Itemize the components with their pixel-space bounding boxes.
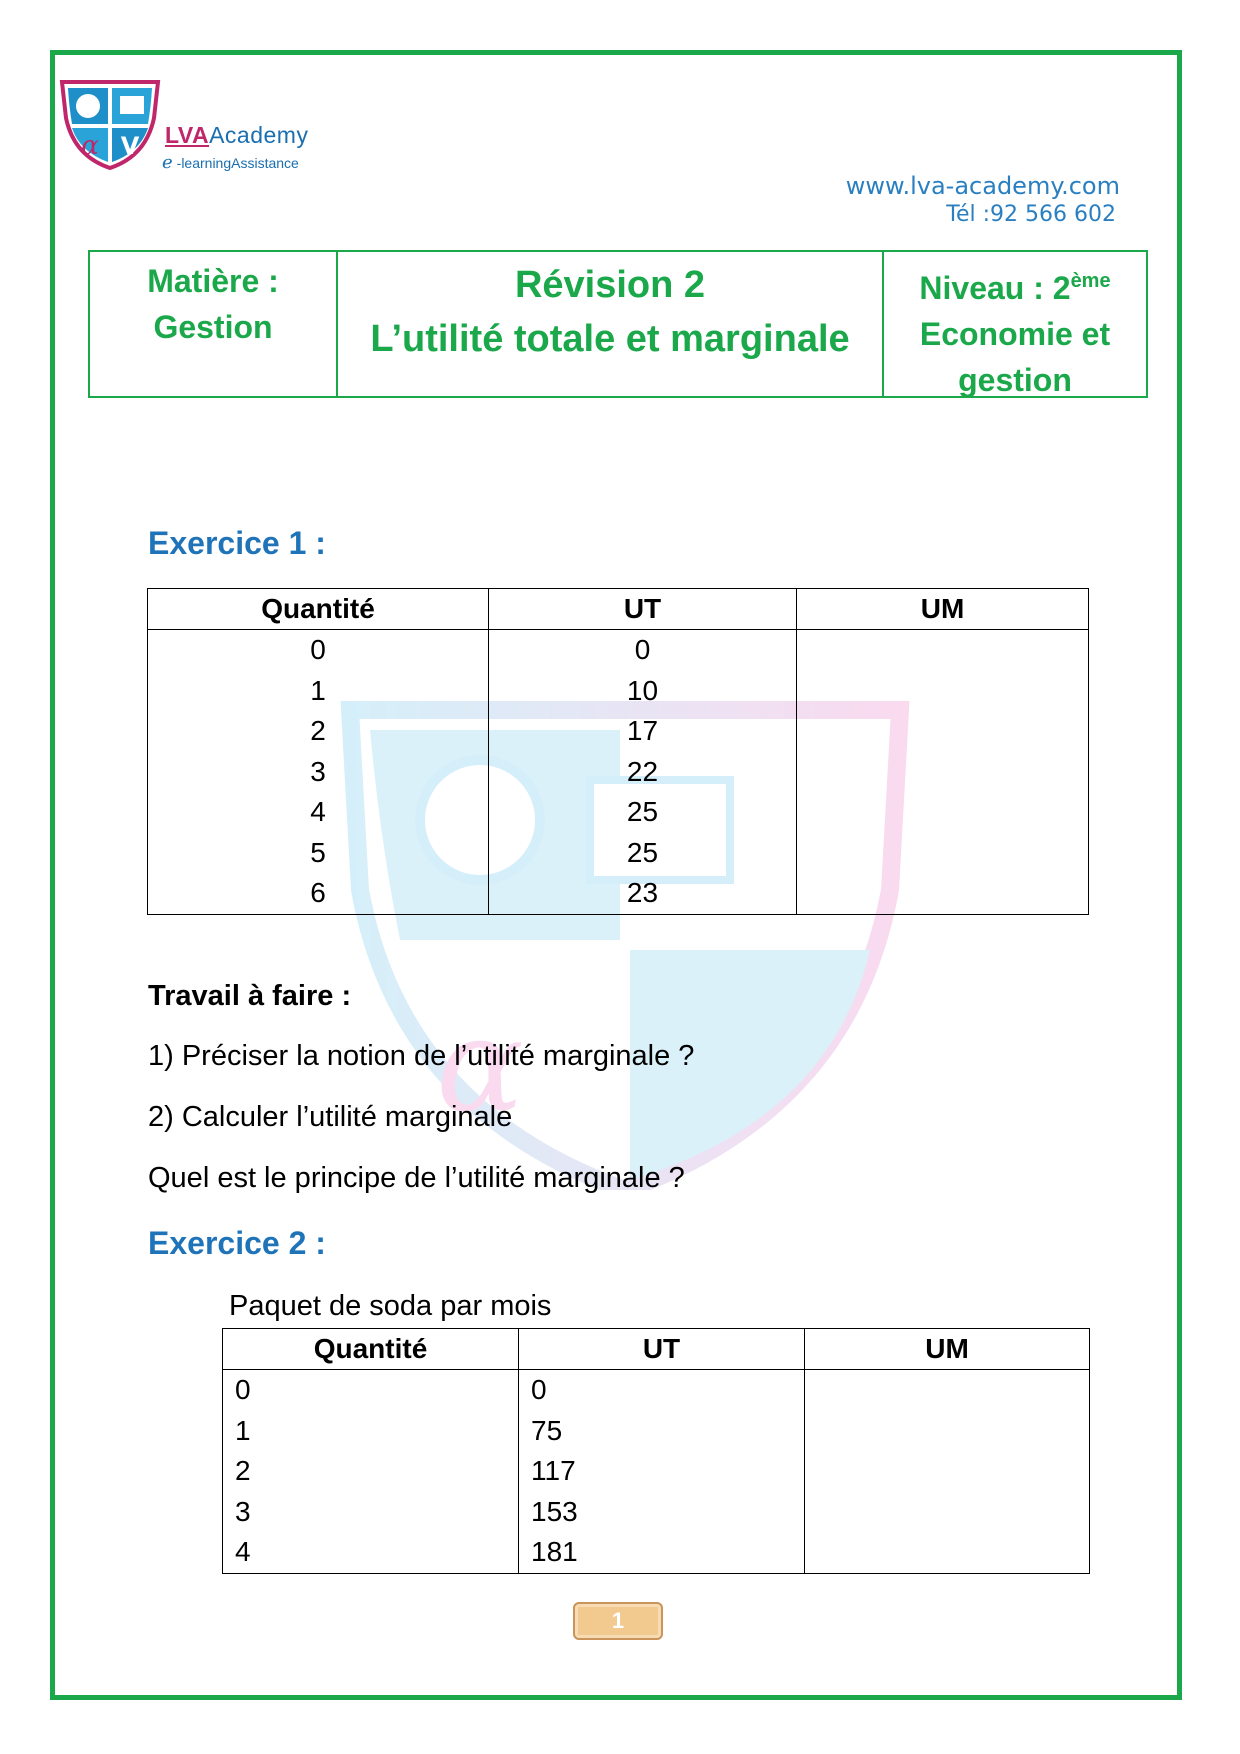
quantity-column	[148, 630, 489, 915]
column-header-quantity: Quantité	[148, 589, 489, 630]
table-cell: 0	[531, 1374, 547, 1405]
table-cell: 2	[235, 1455, 251, 1486]
website-link[interactable]: www.lva-academy.com	[845, 172, 1120, 200]
svg-text:V: V	[120, 132, 140, 160]
table-cell: 22	[626, 755, 659, 787]
table-cell: 3	[235, 1495, 251, 1527]
exercise1-table	[147, 588, 1089, 915]
exercise1-title: Exercice 1 :	[148, 525, 326, 561]
table-cell: 117	[531, 1455, 576, 1486]
exercise2-title: Exercice 2 :	[148, 1225, 326, 1261]
table-cell: 4	[310, 796, 326, 827]
table-cell: 2	[310, 715, 326, 746]
question-2: 2) Calculer l’utilité marginale	[148, 1101, 513, 1133]
table-cell: 4	[235, 1536, 251, 1567]
table-cell: 153	[531, 1495, 578, 1527]
table-cell: 5	[310, 836, 326, 868]
table-cell: 6	[310, 877, 326, 908]
table-cell: 1	[310, 674, 326, 706]
logo-brand-text: LVAAcademy	[165, 122, 309, 148]
column-header-um: UM	[797, 589, 1089, 630]
exercise2-table	[222, 1328, 1090, 1574]
svg-text:α: α	[81, 131, 99, 161]
page-number-badge: 1	[573, 1602, 663, 1640]
table-cell: 0	[235, 1374, 251, 1405]
table-cell: 17	[626, 715, 659, 746]
document-subtitle: L’utilité totale et marginale	[370, 318, 850, 360]
column-header-ut: UT	[519, 1329, 805, 1370]
table-cell: 25	[626, 796, 659, 827]
um-column	[797, 630, 1089, 915]
document-title: Révision 2	[514, 264, 706, 306]
table-caption: Paquet de soda par mois	[229, 1290, 552, 1322]
title-cell	[338, 252, 884, 396]
table-cell: 75	[531, 1414, 563, 1446]
task-title: Travail à faire :	[148, 980, 352, 1012]
table-cell: 1	[235, 1414, 251, 1446]
column-header-um: UM	[805, 1329, 1090, 1370]
logo-tagline: e -learningAssistance	[162, 152, 299, 173]
column-header-quantity: Quantité	[223, 1329, 519, 1370]
table-cell: 3	[310, 755, 326, 787]
um-column	[805, 1370, 1090, 1574]
question-1: 1) Préciser la notion de l’utilité marginale ?	[148, 1040, 695, 1072]
level-cell: Niveau : 2ème Economie et gestion	[919, 270, 1111, 398]
table-cell: 0	[634, 634, 651, 665]
lva-academy-logo-icon	[58, 78, 162, 170]
quantity-column	[223, 1370, 519, 1574]
header-table	[88, 250, 1148, 398]
question-3: Quel est le principe de l’utilité marginale ?	[148, 1162, 685, 1194]
column-header-ut: UT	[489, 589, 797, 630]
svg-text:α: α	[436, 989, 524, 1141]
subject-cell: Matière : Gestion	[90, 252, 338, 396]
table-cell: 0	[310, 634, 326, 665]
table-cell: 25	[626, 836, 659, 868]
table-cell: 23	[626, 877, 659, 908]
ut-column	[519, 1370, 805, 1574]
table-cell: 10	[626, 674, 659, 706]
phone-number: Tél :92 566 602	[946, 202, 1116, 227]
ut-column	[489, 630, 797, 915]
table-cell: 181	[531, 1536, 578, 1567]
